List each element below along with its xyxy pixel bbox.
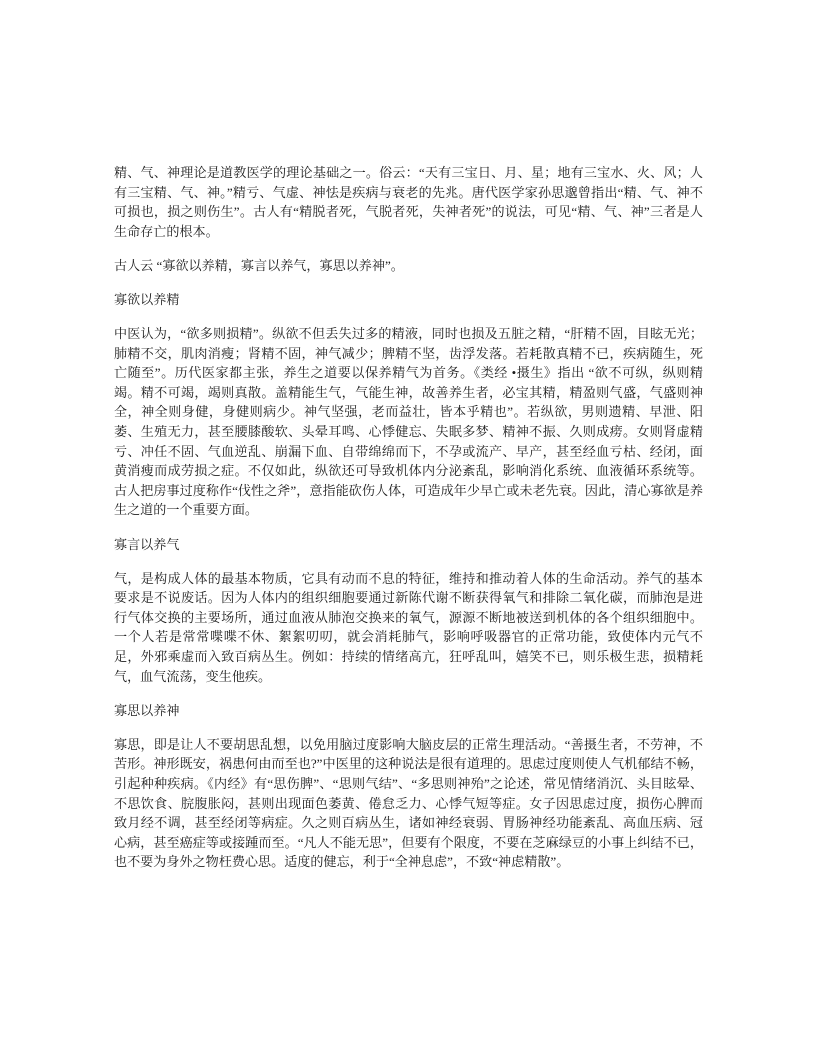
section-heading-qi: 寡言以养气	[114, 536, 180, 552]
paragraph-ancient-saying: 古人云 “寡欲以养精，寡言以养气，寡思以养神”。	[114, 257, 404, 273]
paragraph-body-jing: 中医认为，“欲多则损精”。纵欲不但丢失过多的精液，同时也损及五脏之精，“肝精不固，目眩无光；肺精不交，肌肉消瘦；肾精不固，神气减少；脾精不坚，齿浮发落。若耗散真精不已，疾病随生，死亡随至”。历代医家都主张，养生之道要以保养精气为首务。《类经 •摄生》指出 “欲不可纵，纵则精竭。精不可竭，竭则真散。盖精能生气，气能生神，故善养生者，必宝其精，精盈则气盛，气盛则神全，神全则身健，身健则病少。神气坚强，老而益壮，皆本乎精也”。若纵欲，男则遗精、早泄、阳萎、生殖无力，甚至腰膝酸软、头晕耳鸣、心悸健忘、失眠多梦、精神不振、久则成痨。女则肾虚精亏、冲任不固、气血逆乱、崩漏下血、自带绵绵而下，不孕或流产、早产，甚至经血亏枯、经闭，面黄消瘦而成劳损之症。不仅如此，纵欲还可导致机体内分泌紊乱，影响消化系统、血液循环系统等。古人把房事过度称作“伐性之斧”，意指能砍伤人体，可造成年少早亡或未老先衰。因此，清心寡欲是养生之道的一个重要方面。	[114, 326, 703, 518]
paragraph-body-qi: 气，是构成人体的最基本物质，它具有动而不息的特征，维持和推动着人体的生命活动。养气的基本要求是不说废话。因为人体内的组织细胞要通过新陈代谢不断获得氧气和排除二氧化碳，而肺泡是进行气体交换的主要场所，通过血液从肺泡交换来的氧气，源源不断地被送到机体的各个组织细胞中。一个人若是常常喋喋不休、絮絮叨叨，就会消耗肺气，影响呼吸器官的正常功能，致使体内元气不足，外邪乘虚而入致百病丛生。例如：持续的情绪高亢，狂呼乱叫，嬉笑不已，则乐极生悲，损精耗气，血气流荡，变生他疾。	[114, 570, 703, 684]
section-heading-shen: 寡思以养神	[114, 702, 180, 718]
section-heading-jing: 寡欲以养精	[114, 291, 180, 307]
document-text-body	[114, 163, 703, 872]
paragraph-body-shen: 寡思，即是让人不要胡思乱想，以免用脑过度影响大脑皮层的正常生理活动。“善摄生者，不劳神，不苦形。神形既安，祸患何由而至也?”中医里的这种说法是很有道理的。思虑过度则使人气机郁结不畅，引起种种疾病。《内经》有“思伤脾”、“思则气结”、“多思则神殆”之论述，常见情绪消沉、头目眩晕、不思饮食、脘腹胀闷，甚则出现面色萎黄、倦怠乏力、心悸气短等症。女子因思虑过度，损伤心脾而致月经不调，甚至经闭等病症。久之则百病丛生，诸如神经衰弱、胃肠神经功能紊乱、高血压病、冠心病，甚至癌症等或接踵而至。“凡人不能无思”，但要有个限度，不要在芝麻绿豆的小事上纠结不已，也不要为身外之物枉费心思。适度的健忘，利于“全神息虑”，不致“神虑精散”。	[114, 736, 703, 870]
paragraph-intro: 精、气、神理论是道教医学的理论基础之一。俗云：“天有三宝日、月、星；地有三宝水、火、风；人有三宝精、气、神。”精亏、气虚、神怯是疾病与衰老的先兆。唐代医学家孙思邈曾指出“精、气、神不可损也，损之则伤生”。古人有“精脱者死，气脱者死，失神者死”的说法，可见“精、气、神”三者是人生命存亡的根本。	[114, 165, 703, 239]
